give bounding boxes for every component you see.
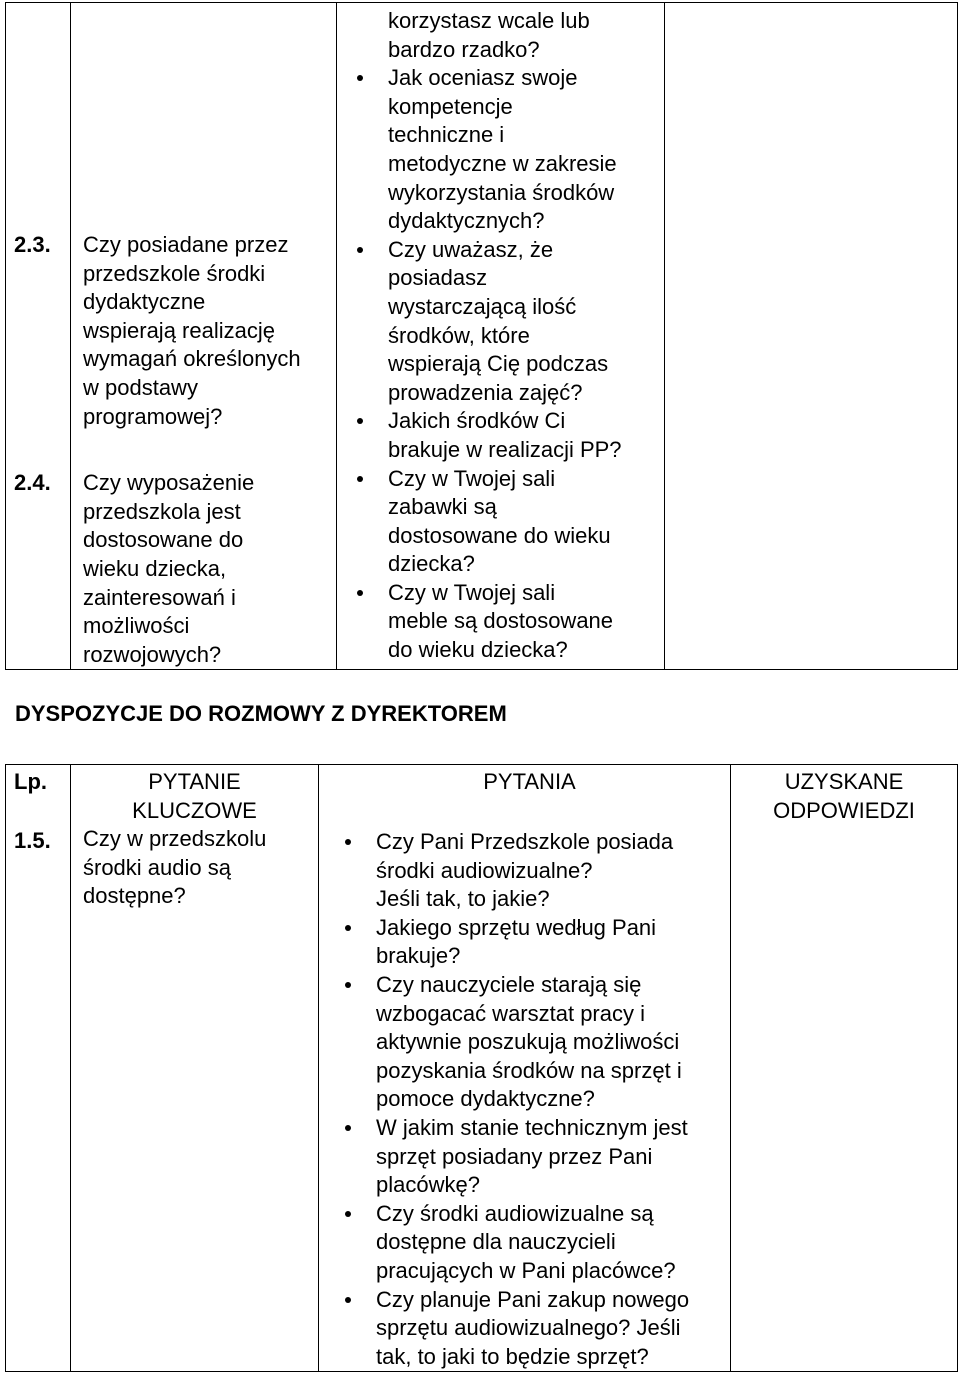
question-item: Jak oceniasz swoje kompetencje techniczne i metodyczne w zakresie wykorzystania środków dydaktycznych?: [337, 64, 664, 236]
interview-table: [5, 764, 958, 1372]
key-question-cell: [71, 3, 337, 670]
answers-header: UZYSKANE ODPOWIEDZI: [773, 769, 915, 823]
row-number: 1.5.: [14, 827, 51, 853]
lp-cell: [6, 765, 71, 1372]
question-item: Czy planuje Pani zakup nowego sprzętu audiowizualnego? Jeśli tak, to jaki to będzie sprzęt?: [325, 1286, 730, 1372]
question-item: Czy środki audiowizualne są dostępne dla nauczycieli pracujących w Pani placówce?: [325, 1200, 730, 1286]
key-question: Czy w przedszkolu środki audio są dostępne?: [83, 826, 267, 909]
key-question-header: PYTANIE KLUCZOWE: [132, 769, 257, 823]
row-number: 2.3.: [14, 232, 51, 257]
question-item: Jakiego sprzętu według Pani brakuje?: [325, 914, 730, 971]
answers-cell: [665, 3, 958, 670]
questions-header: PYTANIA: [483, 769, 576, 794]
question-item: Jakich środków Ci brakuje w realizacji PP?: [337, 407, 664, 464]
question-list: [337, 64, 664, 664]
question-item: Czy uważasz, że posiadasz wystarczającą ilość środków, które wspierają Cię podczas prowadzenia zajęć?: [337, 236, 664, 408]
answers-cell: [731, 765, 958, 1372]
key-question: Czy wyposażenie przedszkola jest dostosowane do wieku dziecka, zainteresowań i możliwości rozwojowych?: [83, 470, 255, 667]
top-table: [5, 2, 958, 670]
continued-text: korzystasz wcale lub bardzo rzadko?: [388, 8, 590, 62]
question-item: W jakim stanie technicznym jest sprzęt posiadany przez Pani placówkę?: [325, 1114, 730, 1200]
question-item: Czy w Twojej sali meble są dostosowane do wieku dziecka?: [337, 579, 664, 665]
section-heading: DYSPOZYCJE DO ROZMOWY Z DYREKTOREM: [15, 701, 507, 726]
number-cell: [6, 3, 71, 670]
question-list: [319, 828, 730, 1371]
questions-cell: [337, 3, 665, 670]
question-item: Czy nauczyciele starają się wzbogacać warsztat pracy i aktywnie poszukują możliwości pozyskania środków na sprzęt i pomoce dydaktyczne?: [325, 971, 730, 1114]
question-item: Czy w Twojej sali zabawki są dostosowane do wieku dziecka?: [337, 465, 664, 579]
question-item: Czy Pani Przedszkole posiada środki audiowizualne? Jeśli tak, to jakie?: [325, 828, 730, 914]
lp-header: Lp.: [14, 769, 47, 794]
questions-cell: [319, 765, 731, 1372]
key-question: Czy posiadane przez przedszkole środki dydaktyczne wspierają realizację wymagań określonych w podstawy programowej?: [83, 232, 301, 429]
row-number: 2.4.: [14, 469, 51, 495]
key-question-cell: [71, 765, 319, 1372]
